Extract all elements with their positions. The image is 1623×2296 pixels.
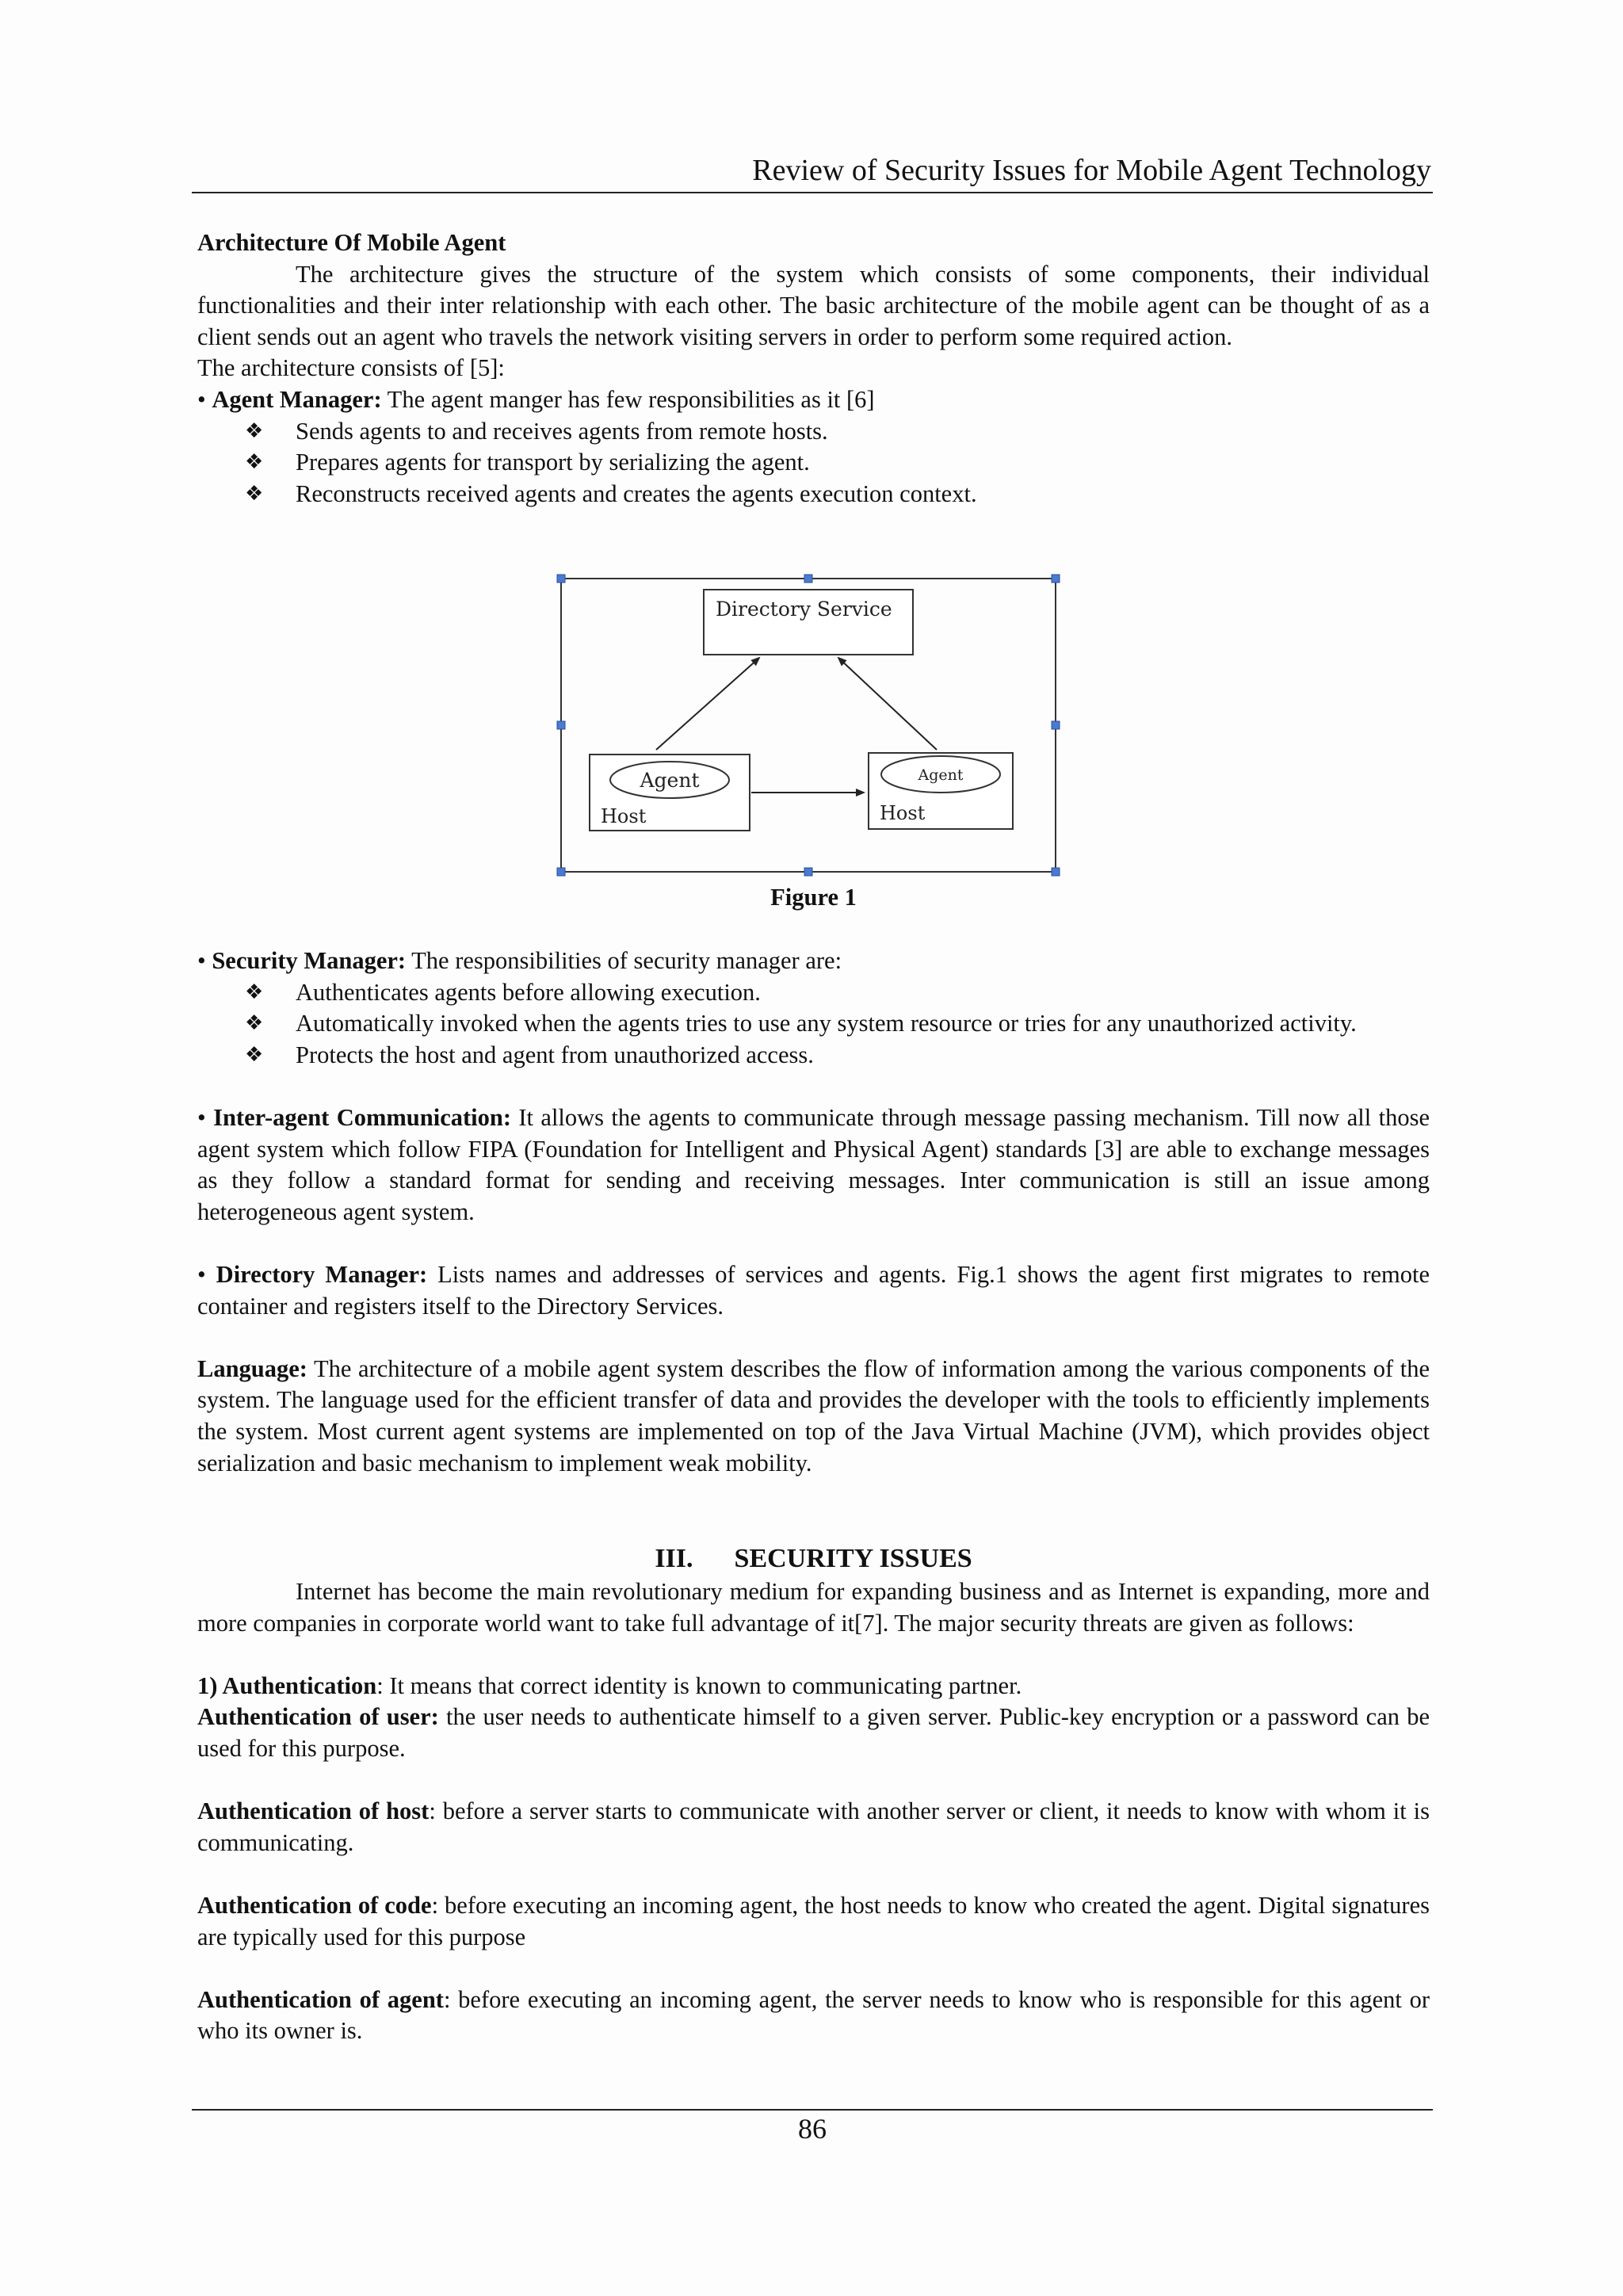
diamond-bullet-icon: ❖ — [245, 1042, 264, 1067]
figure-caption: Figure 1 — [770, 884, 857, 911]
auth-host-paragraph: Authentication of host: before a server starts to communicate with another server or client, it needs to know with whom it is communicating. — [197, 1797, 1430, 1856]
components-section — [197, 946, 1430, 1479]
auth-agent-paragraph: Authentication of agent: before executing an incoming agent, the server needs to know who is responsible for this agent or who its owner is. — [197, 1985, 1430, 2045]
host-right-box — [869, 753, 1013, 829]
list-item: ❖ Protects the host and agent from unauthorized access. — [197, 1040, 1430, 1072]
diamond-bullet-icon: ❖ — [245, 450, 264, 475]
auth-user-paragraph: Authentication of user: the user needs to authenticate himself to a given server. Public-key encryption or a password can be used for this purpose. — [197, 1703, 1430, 1762]
header-rule — [192, 192, 1433, 193]
directory-service-box — [704, 590, 913, 655]
agent-manager-list — [197, 416, 1430, 510]
auth-code-paragraph: Authentication of code: before executing an incoming agent, the host needs to know who created the agent. Digital signatures are typically used for this purpose — [197, 1891, 1430, 1950]
inter-agent-paragraph: • Inter-agent Communication: It allows the agents to communicate through message passing mechanism. Till now all those agent system which follow FIPA (Foundation for Intelligent and Physical Agent) standards [3] are able to exchange messages as they follow a standard format for sending and receiving messages. Inter communication is still an issue among heterogeneous agent system. — [197, 1103, 1430, 1225]
diamond-bullet-icon: ❖ — [245, 1011, 264, 1036]
diamond-bullet-icon: ❖ — [245, 418, 264, 443]
architecture-intro: The architecture gives the structure of the system which consists of some components, their individual functionalities and their inter relationship with each other. The basic architecture of the mobile agent can be thought of as a client sends out an agent who travels the network visiting servers in order to perform some required action. — [197, 260, 1430, 350]
directory-service-label: Directory Service — [716, 598, 892, 621]
language-paragraph: Language: The architecture of a mobile agent system describes the flow of information among the various components of the system. The language used for the efficient transfer of data and provides the developer with the tools to efficiently implements the system. Most current agent systems are implemented on top of the Java Virtual Machine (JVM), which provides object serialization and basic mechanism to implement weak mobility. — [197, 1354, 1430, 1477]
list-item: ❖ Prepares agents for transport by serializing the agent. — [197, 447, 1430, 479]
agent-right-label: Agent — [918, 766, 964, 784]
security-intro: Internet has become the main revolutionary medium for expanding business and as Internet is expanding, more and more companies in corporate world want to take full advantage of it[7]. The major security threats are given as follows: — [197, 1578, 1430, 1637]
arrow-left-to-directory — [656, 658, 759, 750]
authentication-paragraph: 1) Authentication: It means that correct identity is known to communicating partner. — [197, 1671, 1022, 1699]
list-item: ❖ Sends agents to and receives agents from remote hosts. — [197, 416, 1430, 448]
page-number: 86 — [798, 2113, 827, 2145]
list-item: ❖ Authenticates agents before allowing execution. — [197, 977, 1430, 1009]
architecture-consists: The architecture consists of [5]: — [197, 354, 505, 382]
diamond-bullet-icon: ❖ — [245, 481, 264, 506]
security-manager-list — [197, 977, 1430, 1072]
figure-1-diagram — [555, 571, 1062, 880]
section-heading: III. SECURITY ISSUES — [655, 1544, 972, 1573]
list-item: ❖ Automatically invoked when the agents tries to use any system resource or tries for any unauthorized activity. — [197, 1008, 1430, 1040]
agent-left-label: Agent — [640, 769, 700, 792]
security-manager-item: • Security Manager: The responsibilities of security manager are: — [197, 947, 842, 974]
host-left-label: Host — [601, 805, 647, 827]
agent-manager-item: • Agent Manager: The agent manger has few responsibilities as it [6] — [197, 385, 875, 413]
section-title: Architecture Of Mobile Agent — [197, 229, 506, 256]
running-title: Review of Security Issues for Mobile Agent Technology — [752, 154, 1431, 187]
diamond-bullet-icon: ❖ — [245, 980, 264, 1004]
architecture-section — [197, 227, 1430, 510]
host-left-box — [590, 755, 750, 831]
arrow-right-to-directory — [838, 658, 937, 750]
footer-rule — [192, 2109, 1433, 2111]
directory-manager-paragraph: • Directory Manager: Lists names and addresses of services and agents. Fig.1 shows the agent first migrates to remote container and registers itself to the Directory Services. — [197, 1260, 1430, 1320]
host-right-label: Host — [880, 802, 926, 824]
security-issues-section — [197, 1576, 1430, 2047]
list-item: ❖ Reconstructs received agents and creates the agents execution context. — [197, 479, 1430, 510]
